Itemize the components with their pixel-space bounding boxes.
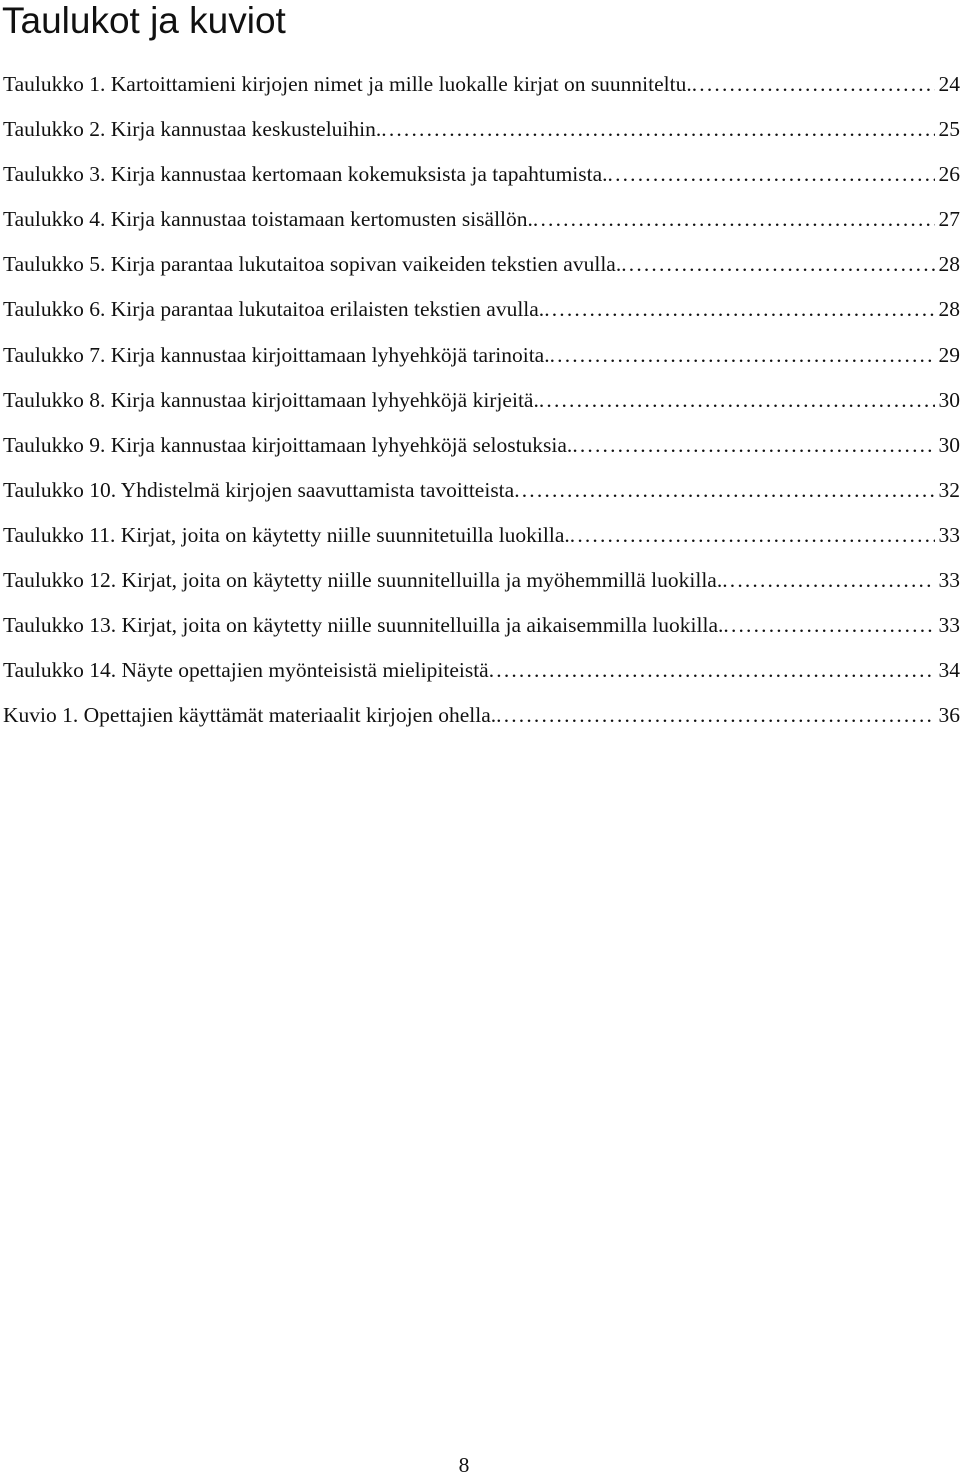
- entry-label: Taulukko 11. Kirjat, joita on käytetty niille suunnitetuilla luokilla.: [3, 513, 570, 558]
- entry-page-number: 36: [935, 693, 960, 738]
- entry-label: Taulukko 8. Kirja kannustaa kirjoittamaan lyhyehköjä kirjeitä.: [3, 378, 539, 423]
- dot-leader: [550, 333, 935, 378]
- dot-leader: [489, 648, 935, 693]
- dot-leader: [723, 603, 934, 648]
- dot-leader: [539, 378, 935, 423]
- entry-page-number: 28: [935, 287, 960, 332]
- dot-leader: [621, 242, 934, 287]
- dot-leader: [544, 287, 934, 332]
- entry-page-number: 33: [935, 513, 960, 558]
- dot-leader: [692, 62, 935, 107]
- page-title: Taulukot ja kuviot: [2, 0, 286, 42]
- entry-label: Taulukko 10. Yhdistelmä kirjojen saavuttamista tavoitteista: [3, 468, 514, 513]
- toc-entry[interactable]: [3, 468, 960, 513]
- entry-page-number: 29: [935, 333, 960, 378]
- toc-entry[interactable]: [3, 378, 960, 423]
- entry-label: Taulukko 4. Kirja kannustaa toistamaan kertomusten sisällön.: [3, 197, 533, 242]
- dot-leader: [572, 423, 934, 468]
- table-of-figures-list: [3, 62, 960, 738]
- dot-leader: [496, 693, 934, 738]
- toc-entry[interactable]: [3, 648, 960, 693]
- toc-entry[interactable]: [3, 62, 960, 107]
- toc-entry[interactable]: [3, 693, 960, 738]
- toc-entry[interactable]: [3, 287, 960, 332]
- entry-label: Taulukko 7. Kirja kannustaa kirjoittamaan lyhyehköjä tarinoita.: [3, 333, 550, 378]
- toc-entry[interactable]: [3, 513, 960, 558]
- toc-entry[interactable]: [3, 152, 960, 197]
- entry-label: Taulukko 2. Kirja kannustaa keskusteluihin.: [3, 107, 381, 152]
- entry-page-number: 32: [935, 468, 960, 513]
- entry-label: Taulukko 13. Kirjat, joita on käytetty niille suunnitelluilla ja aikaisemmilla luokilla.: [3, 603, 723, 648]
- toc-entry[interactable]: [3, 558, 960, 603]
- entry-label: Taulukko 5. Kirja parantaa lukutaitoa sopivan vaikeiden tekstien avulla.: [3, 242, 621, 287]
- page-number: 8: [0, 1453, 928, 1477]
- entry-page-number: 24: [935, 62, 960, 107]
- dot-leader: [514, 468, 934, 513]
- dot-leader: [533, 197, 935, 242]
- dot-leader: [608, 152, 935, 197]
- toc-entry[interactable]: [3, 423, 960, 468]
- entry-label: Taulukko 3. Kirja kannustaa kertomaan kokemuksista ja tapahtumista.: [3, 152, 608, 197]
- entry-label: Taulukko 6. Kirja parantaa lukutaitoa erilaisten tekstien avulla.: [3, 287, 544, 332]
- entry-page-number: 30: [935, 378, 960, 423]
- entry-page-number: 27: [935, 197, 960, 242]
- entry-label: Taulukko 1. Kartoittamieni kirjojen nimet ja mille luokalle kirjat on suunniteltu.: [3, 62, 692, 107]
- entry-page-number: 25: [935, 107, 960, 152]
- entry-label: Taulukko 14. Näyte opettajien myönteisistä mielipiteistä: [3, 648, 489, 693]
- entry-label: Kuvio 1. Opettajien käyttämät materiaalit kirjojen ohella.: [3, 693, 496, 738]
- toc-entry[interactable]: [3, 242, 960, 287]
- entry-page-number: 26: [935, 152, 960, 197]
- dot-leader: [381, 107, 934, 152]
- entry-page-number: 30: [935, 423, 960, 468]
- entry-label: Taulukko 9. Kirja kannustaa kirjoittamaan lyhyehköjä selostuksia.: [3, 423, 572, 468]
- dot-leader: [722, 558, 934, 603]
- entry-page-number: 33: [935, 603, 960, 648]
- dot-leader: [570, 513, 935, 558]
- entry-label: Taulukko 12. Kirjat, joita on käytetty niille suunnitelluilla ja myöhemmillä luokilla.: [3, 558, 722, 603]
- toc-entry[interactable]: [3, 333, 960, 378]
- entry-page-number: 28: [935, 242, 960, 287]
- entry-page-number: 34: [935, 648, 960, 693]
- entry-page-number: 33: [935, 558, 960, 603]
- toc-entry[interactable]: [3, 197, 960, 242]
- toc-entry[interactable]: [3, 107, 960, 152]
- toc-entry[interactable]: [3, 603, 960, 648]
